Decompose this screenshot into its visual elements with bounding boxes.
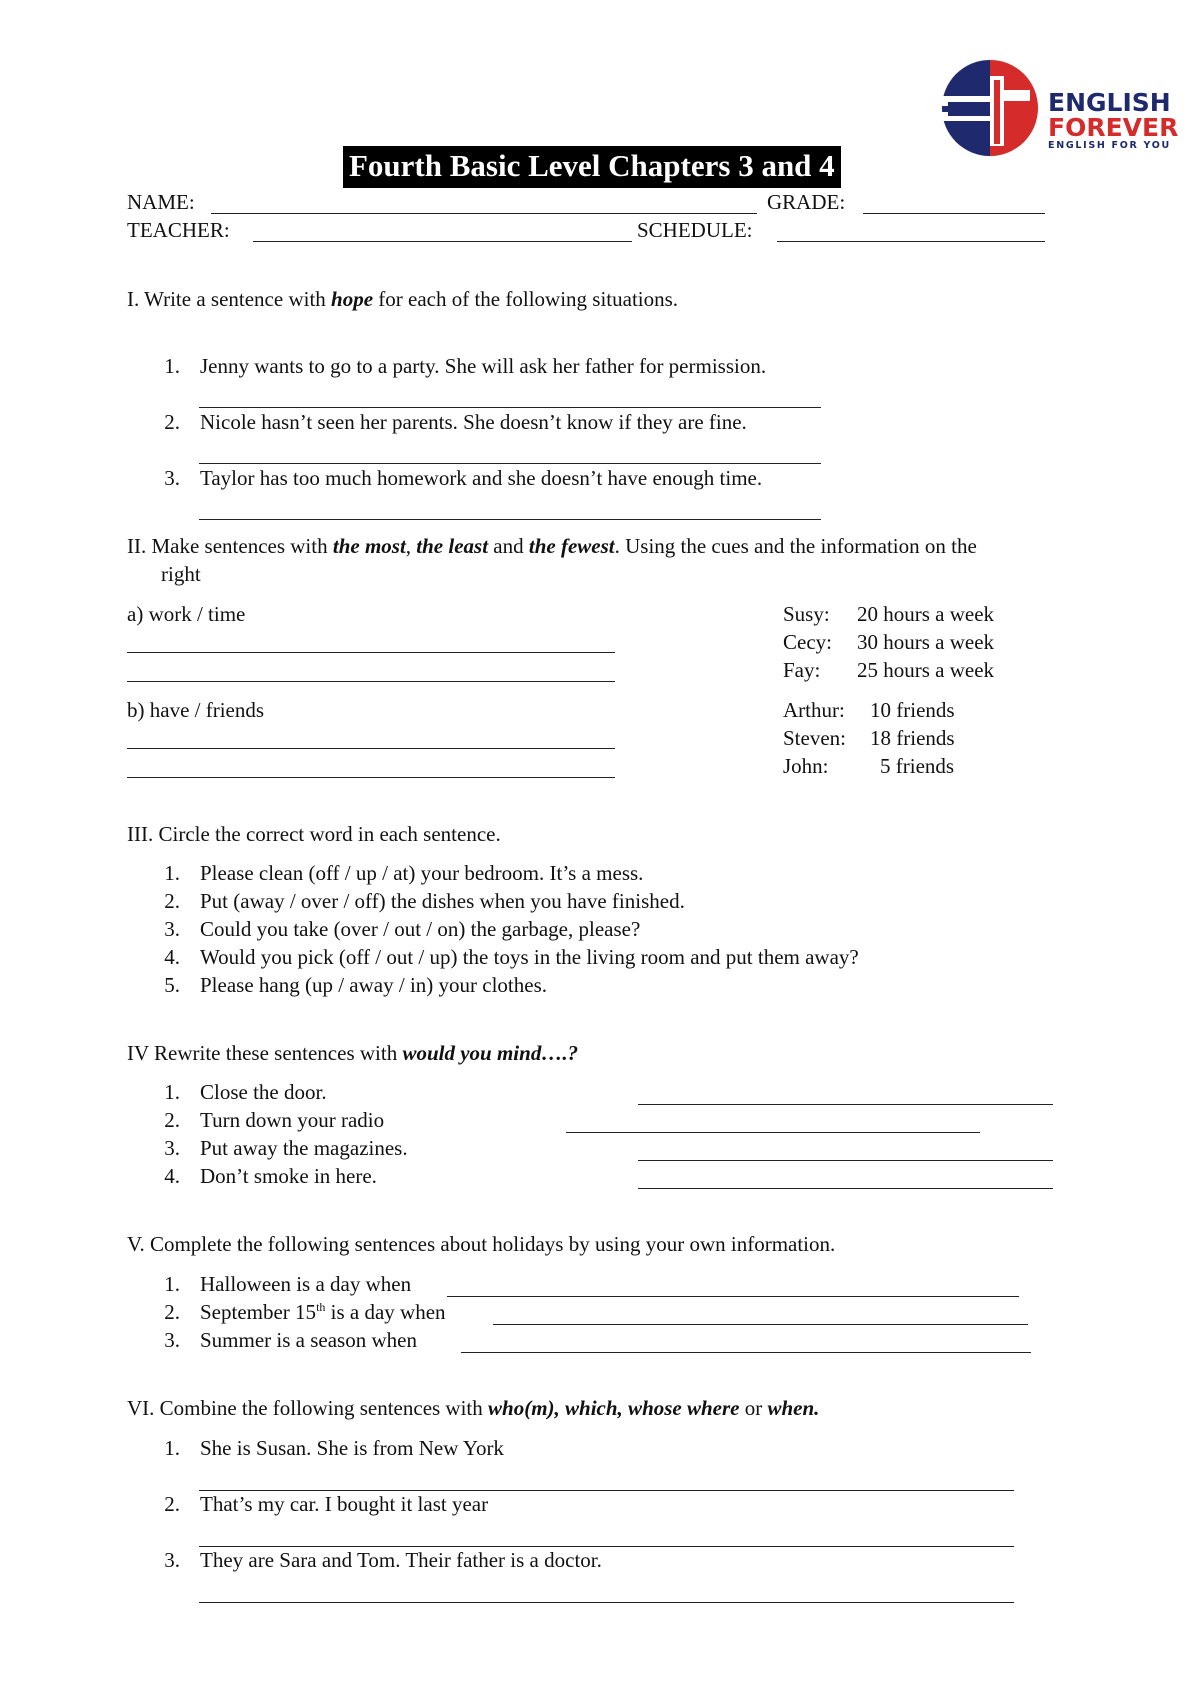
info-name: Arthur: [783, 698, 845, 722]
section-3-item: 4. Would you pick (off / out / up) the toys in the living room and put them away? [164, 945, 859, 969]
section-5-item: 3. Summer is a season when [164, 1328, 417, 1352]
section-4-item: 3. Put away the magazines. [164, 1136, 408, 1160]
answer-line[interactable] [199, 1546, 1014, 1547]
answer-line[interactable] [199, 407, 821, 408]
section-3-item: 1. Please clean (off / up / at) your bedroom. It’s a mess. [164, 861, 644, 885]
section-2-heading: II. Make sentences with the most, the least and the fewest. Using the cues and the information on the [127, 534, 977, 558]
info-value: 5 friends [880, 754, 955, 778]
answer-line[interactable] [199, 1490, 1014, 1491]
section-3-heading: III. Circle the correct word in each sentence. [127, 822, 501, 846]
section-5-item: 1. Halloween is a day when [164, 1272, 412, 1296]
answer-line[interactable] [127, 681, 615, 682]
info-value: 18 friends [870, 726, 955, 750]
info-value: 20 hours a week [857, 602, 995, 626]
answer-line[interactable] [127, 777, 615, 778]
section-4-item: 4. Don’t smoke in here. [164, 1164, 377, 1188]
english-forever-logo [938, 56, 1190, 160]
logo-tagline: ENGLISH FOR YOU [1048, 140, 1171, 151]
answer-line[interactable] [638, 1188, 1053, 1189]
cue-b: b) have / friends [127, 698, 265, 722]
section-1-item: 3. Taylor has too much homework and she doesn’t have enough time. [164, 466, 763, 490]
answer-line[interactable] [199, 519, 821, 520]
section-6-heading: VI. Combine the following sentences with who(m), which, whose where or when. [127, 1396, 820, 1420]
answer-line[interactable] [493, 1324, 1028, 1325]
answer-line[interactable] [638, 1104, 1053, 1105]
section-5-item: 2. September 15th is a day when [164, 1300, 446, 1324]
section-4-item: 1. Close the door. [164, 1080, 327, 1104]
answer-line[interactable] [461, 1352, 1031, 1353]
info-name: Cecy: [783, 630, 832, 654]
section-6-item: 2. That’s my car. I bought it last year [164, 1492, 489, 1516]
grade-label: GRADE: [767, 190, 846, 214]
section-3-item: 3. Could you take (over / out / on) the garbage, please? [164, 917, 641, 941]
answer-line[interactable] [638, 1160, 1053, 1161]
answer-line[interactable] [199, 1602, 1014, 1603]
info-value: 10 friends [870, 698, 955, 722]
name-field[interactable] [211, 213, 757, 214]
info-value: 30 hours a week [857, 630, 995, 654]
name-label: NAME: [127, 190, 195, 214]
answer-line[interactable] [566, 1132, 980, 1133]
info-name: Fay: [783, 658, 821, 682]
grade-field[interactable] [863, 213, 1045, 214]
teacher-field[interactable] [253, 241, 632, 242]
page-title: Fourth Basic Level Chapters 3 and 4 [343, 146, 841, 188]
answer-line[interactable] [447, 1296, 1019, 1297]
logo-line-forever: FOREVER [1048, 113, 1179, 142]
logo-line-english: ENGLISH [1048, 88, 1171, 117]
section-6-item: 1. She is Susan. She is from New York [164, 1436, 504, 1460]
section-1-heading: I. Write a sentence with hope for each of the following situations. [127, 287, 679, 311]
info-name: John: [783, 754, 829, 778]
info-name: Susy: [783, 602, 830, 626]
section-6-item: 3. They are Sara and Tom. Their father is a doctor. [164, 1548, 602, 1572]
section-2-heading-cont: right [161, 562, 201, 586]
answer-line[interactable] [127, 748, 615, 749]
schedule-label: SCHEDULE: [637, 218, 753, 242]
logo-emblem-icon [938, 56, 1042, 160]
section-1-item: 2. Nicole hasn’t seen her parents. She doesn’t know if they are fine. [164, 410, 747, 434]
section-1-item: 1. Jenny wants to go to a party. She will ask her father for permission. [164, 354, 767, 378]
answer-line[interactable] [127, 652, 615, 653]
teacher-label: TEACHER: [127, 218, 230, 242]
cue-a: a) work / time [127, 602, 246, 626]
section-4-heading: IV Rewrite these sentences with would you mind….? [127, 1041, 579, 1065]
section-4-item: 2. Turn down your radio [164, 1108, 385, 1132]
section-3-item: 5. Please hang (up / away / in) your clothes. [164, 973, 547, 997]
schedule-field[interactable] [777, 241, 1045, 242]
section-5-heading: V. Complete the following sentences about holidays by using your own information. [127, 1232, 836, 1256]
answer-line[interactable] [199, 463, 821, 464]
info-name: Steven: [783, 726, 846, 750]
info-value: 25 hours a week [857, 658, 995, 682]
section-3-item: 2. Put (away / over / off) the dishes when you have finished. [164, 889, 685, 913]
